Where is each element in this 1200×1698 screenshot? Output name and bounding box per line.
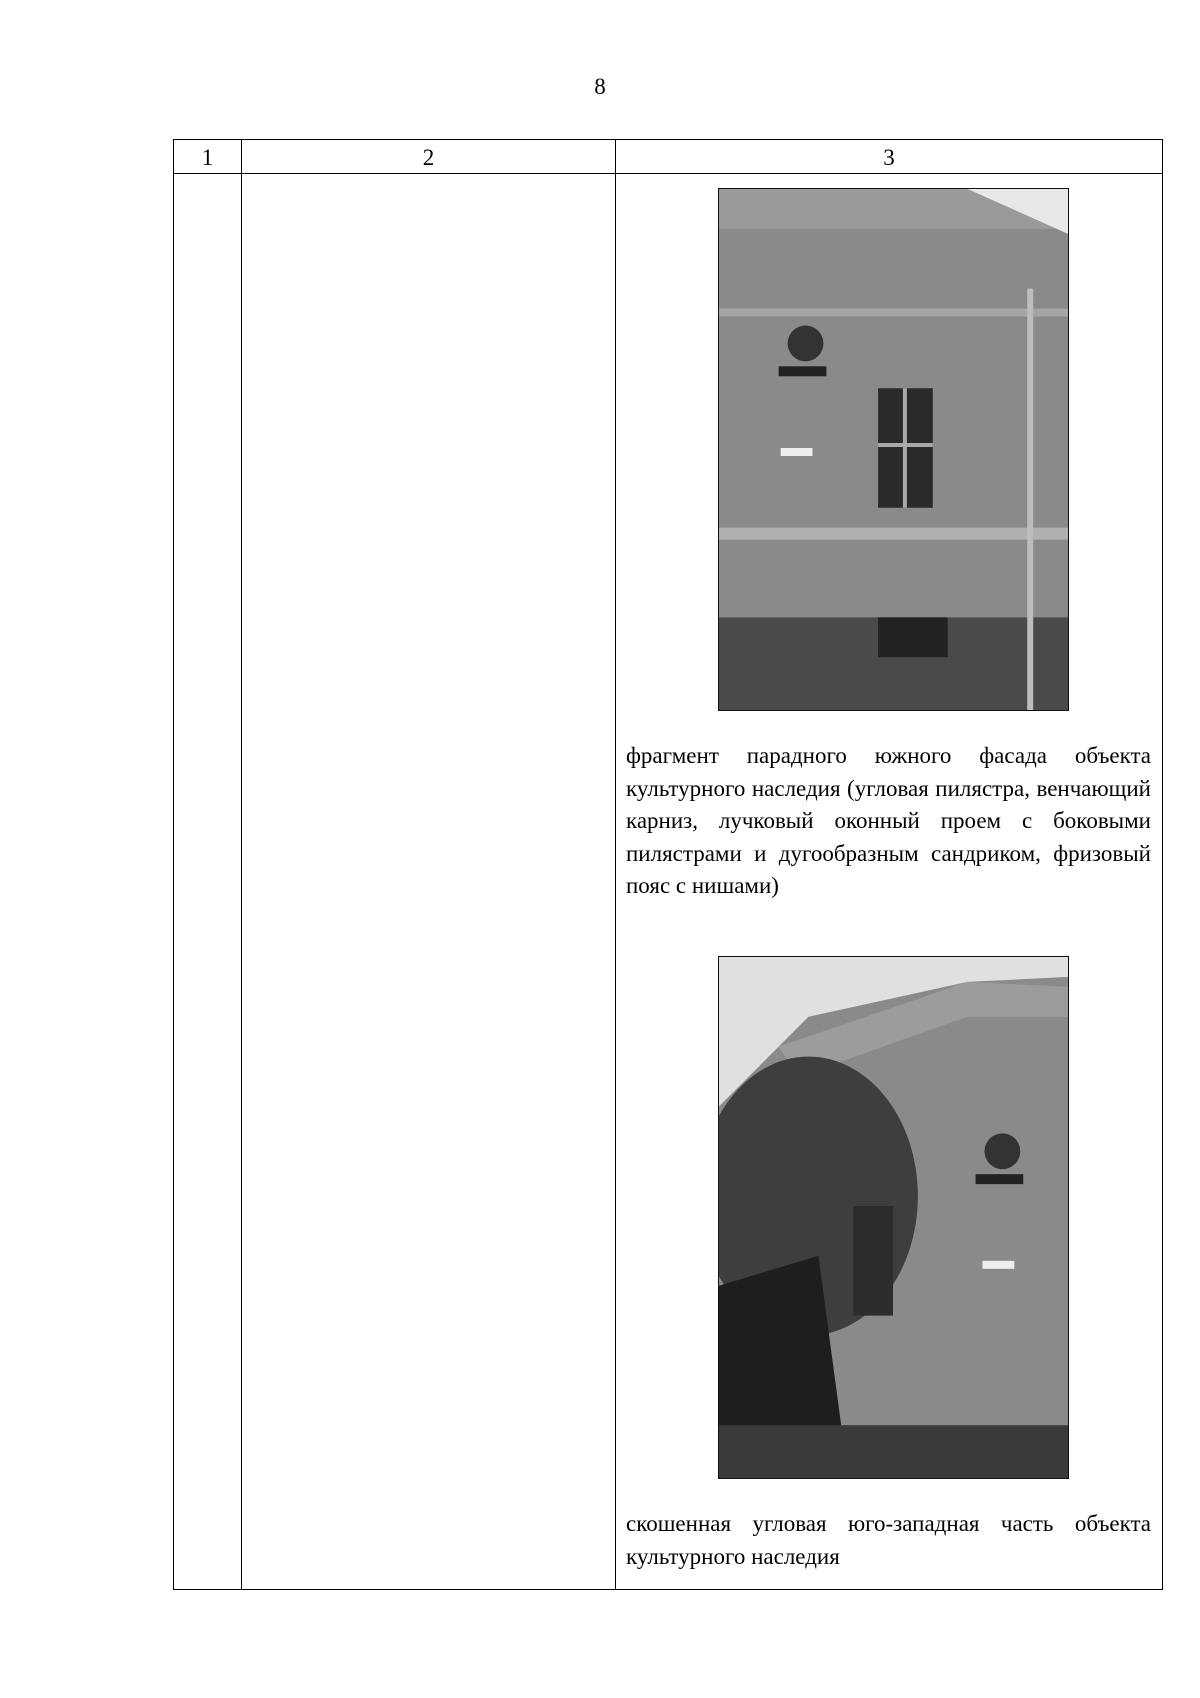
header-col-3: 3 (883, 145, 895, 170)
header-divider (174, 173, 1162, 174)
heritage-table (173, 139, 1163, 1590)
facade-photo-south (718, 188, 1069, 711)
photo-caption-1: фрагмент парадного южного фасада объекта культурного наследия (угловая пилястра, венчающий карниз, лучковый оконный проем с боковыми пилястрами и дугообразным сандриком, фризовый пояс с нишами) (626, 743, 1151, 898)
header-col-2: 2 (422, 145, 435, 170)
photo-caption-2: скошенная угловая юго-западная часть объекта культурного наследия (626, 1511, 1151, 1569)
column-divider (241, 140, 242, 1589)
facade-photo-southwest (718, 956, 1069, 1479)
column-divider (615, 140, 616, 1589)
header-col-1: 1 (201, 145, 214, 170)
page-number: 8 (594, 74, 606, 99)
